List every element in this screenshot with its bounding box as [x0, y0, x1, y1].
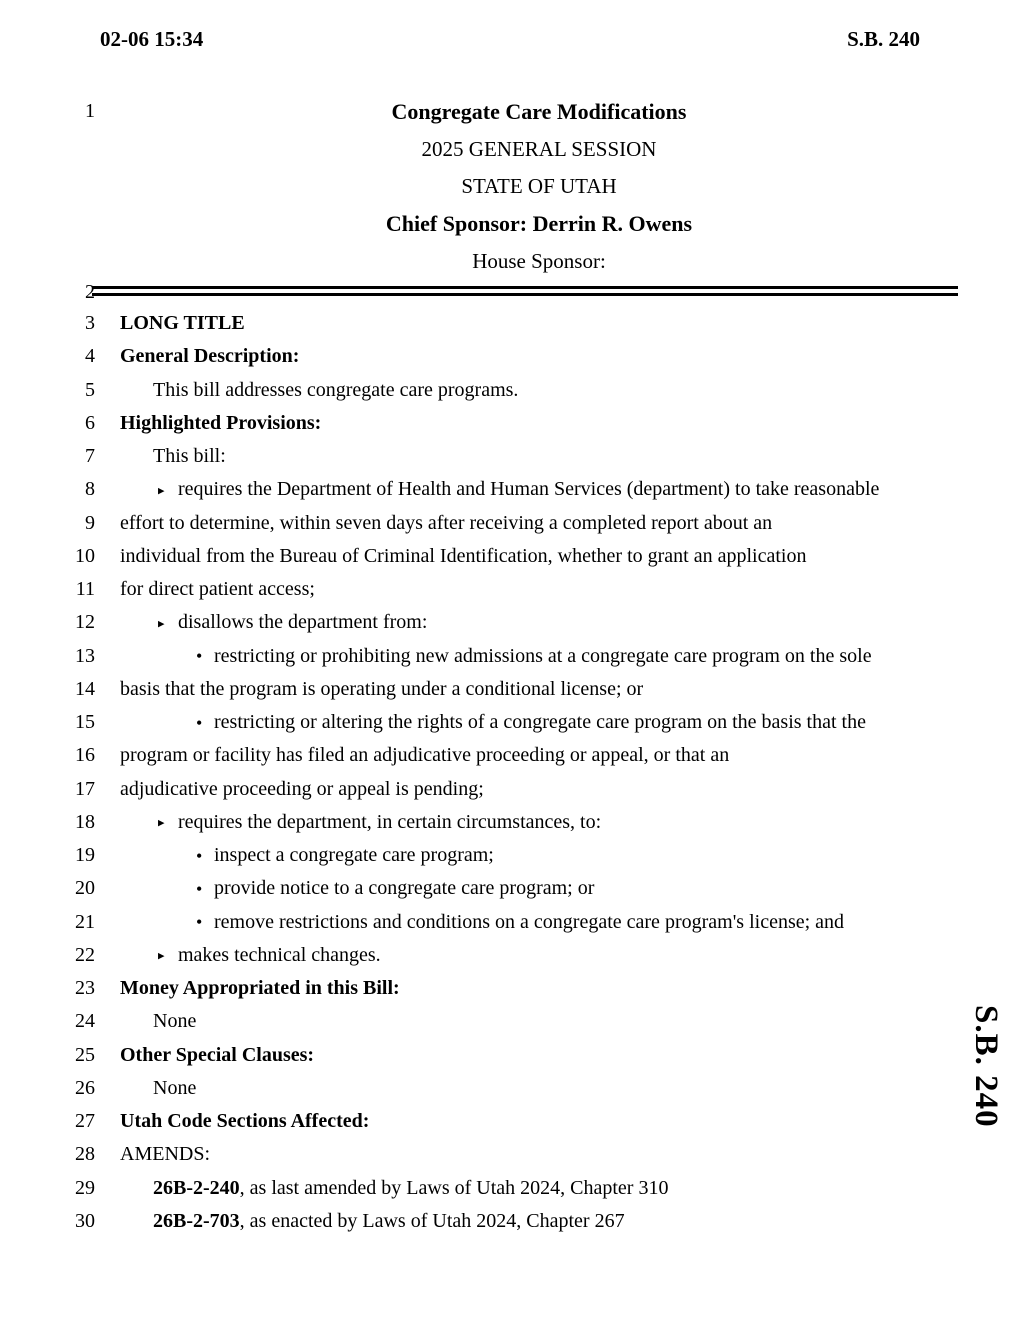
- title-line: Chief Sponsor: Derrin R. Owens: [385, 211, 693, 237]
- line-text: for direct patient access;: [120, 578, 315, 601]
- title-row: [0, 93, 1024, 131]
- line-text: program or facility has filed an adjudicative proceeding or appeal, or that an: [120, 744, 730, 767]
- line-content: [120, 379, 958, 402]
- line-content: [120, 944, 958, 967]
- line-number: 3: [85, 312, 95, 335]
- line-text: provide notice to a congregate care program; or: [214, 877, 595, 900]
- dot-bullet-icon: •: [196, 912, 203, 933]
- line-content: [120, 811, 958, 834]
- line-text: Other Special Clauses:: [120, 1043, 315, 1066]
- line-content: [120, 478, 958, 501]
- line-number: 12: [75, 611, 95, 634]
- vertical-bill-number: S.B. 240: [968, 1005, 1004, 1128]
- title-line: STATE OF UTAH: [461, 174, 617, 199]
- line-content: [120, 911, 958, 934]
- line-number: 4: [85, 345, 95, 368]
- line-row: [0, 340, 1024, 373]
- line-text: makes technical changes.: [178, 943, 381, 966]
- line-row: [0, 839, 1024, 872]
- line-number: 2: [85, 281, 95, 303]
- dot-bullet-icon: •: [196, 712, 203, 733]
- line-number: 18: [75, 810, 95, 833]
- line-content: [120, 744, 958, 767]
- line-row: [0, 1039, 1024, 1072]
- line-text: General Description:: [120, 345, 300, 368]
- line-number: 30: [75, 1209, 95, 1232]
- line-content: [120, 711, 958, 734]
- line-content: [120, 1010, 958, 1033]
- line-content: [120, 512, 958, 535]
- line-text: restricting or prohibiting new admissions at a congregate care program on the sole: [214, 644, 872, 667]
- line-text: 26B-2-240, as last amended by Laws of Utah 2024, Chapter 310: [153, 1176, 669, 1199]
- line-text: None: [153, 1076, 197, 1099]
- title-line: Congregate Care Modifications: [391, 98, 687, 124]
- line-number: 13: [75, 644, 95, 667]
- line-row: [0, 1072, 1024, 1105]
- line-text: individual from the Bureau of Criminal Identification, whether to grant an application: [120, 544, 807, 567]
- line-row: [0, 473, 1024, 506]
- line-text: This bill addresses congregate care programs.: [153, 378, 519, 401]
- line-row: [0, 706, 1024, 739]
- line-text: disallows the department from:: [178, 611, 428, 634]
- line-number: 29: [75, 1176, 95, 1199]
- dot-bullet-icon: •: [196, 845, 203, 866]
- line-row: [0, 540, 1024, 573]
- line-content: [120, 545, 958, 568]
- line-row: [0, 872, 1024, 905]
- line-content: [120, 778, 958, 801]
- line-text: requires the department, in certain circumstances, to:: [178, 810, 602, 833]
- line-row: [0, 972, 1024, 1005]
- triangle-bullet-icon: ▸: [158, 814, 165, 830]
- title-line: House Sponsor:: [472, 249, 606, 274]
- line-row: [0, 906, 1024, 939]
- line-content: [120, 645, 958, 668]
- line-row: [0, 1005, 1024, 1038]
- line-number: 9: [85, 511, 95, 534]
- title-block: [0, 93, 1024, 281]
- line-content: [120, 1177, 958, 1200]
- line-number: 27: [75, 1110, 95, 1133]
- line-row: [0, 606, 1024, 639]
- line-number: 1: [85, 100, 95, 123]
- line-number: 26: [75, 1076, 95, 1099]
- line-content: [120, 445, 958, 468]
- line-number: 23: [75, 977, 95, 1000]
- divider-row: [0, 281, 1024, 303]
- line-text: inspect a congregate care program;: [214, 844, 494, 867]
- line-number: 22: [75, 943, 95, 966]
- line-text: restricting or altering the rights of a congregate care program on the basis that the: [214, 711, 866, 734]
- line-content: [120, 1110, 958, 1133]
- line-row: [0, 939, 1024, 972]
- line-number: 21: [75, 910, 95, 933]
- line-text: requires the Department of Health and Human Services (department) to take reasonable: [178, 478, 880, 501]
- line-number: 6: [85, 411, 95, 434]
- line-content: [120, 678, 958, 701]
- line-number: 8: [85, 478, 95, 501]
- line-row: [0, 673, 1024, 706]
- line-content: [120, 1044, 958, 1067]
- line-content: [120, 345, 958, 368]
- line-row: [0, 1138, 1024, 1171]
- header-timestamp: 02-06 15:34: [100, 27, 204, 51]
- line-text: Highlighted Provisions:: [120, 411, 322, 434]
- line-number: 7: [85, 445, 95, 468]
- line-text: This bill:: [153, 445, 226, 468]
- line-row: [0, 773, 1024, 806]
- triangle-bullet-icon: ▸: [158, 482, 165, 498]
- line-text: LONG TITLE: [120, 312, 245, 335]
- line-number: 19: [75, 844, 95, 867]
- line-text: 26B-2-703, as enacted by Laws of Utah 2024, Chapter 267: [153, 1209, 625, 1232]
- title-row: [0, 206, 1024, 244]
- line-content: [120, 1077, 958, 1100]
- line-number: 10: [75, 544, 95, 567]
- line-row: [0, 739, 1024, 772]
- triangle-bullet-icon: ▸: [158, 947, 165, 963]
- line-number: 14: [75, 677, 95, 700]
- line-content: [120, 312, 958, 335]
- line-text: AMENDS:: [120, 1143, 211, 1166]
- line-number: 11: [75, 578, 95, 601]
- line-text: adjudicative proceeding or appeal is pending;: [120, 777, 484, 800]
- title-row: [0, 243, 1024, 281]
- line-row: [0, 374, 1024, 407]
- line-content: [120, 977, 958, 1000]
- line-content: [120, 877, 958, 900]
- line-number: 17: [75, 777, 95, 800]
- line-row: [0, 1172, 1024, 1205]
- body-lines: [0, 307, 1024, 1238]
- line-text: None: [153, 1010, 197, 1033]
- line-number: 20: [75, 877, 95, 900]
- line-text: Utah Code Sections Affected:: [120, 1110, 370, 1133]
- line-text: remove restrictions and conditions on a congregate care program's license; and: [214, 910, 845, 933]
- line-number: 16: [75, 744, 95, 767]
- dot-bullet-icon: •: [196, 646, 203, 667]
- header-bill-number: S.B. 240: [847, 27, 920, 51]
- line-row: [0, 407, 1024, 440]
- line-content: [120, 611, 958, 634]
- line-row: [0, 573, 1024, 606]
- line-content: [120, 844, 958, 867]
- title-line: 2025 GENERAL SESSION: [421, 136, 657, 161]
- dot-bullet-icon: •: [196, 878, 203, 899]
- line-text: Money Appropriated in this Bill:: [120, 977, 400, 1000]
- line-number: 15: [75, 711, 95, 734]
- line-number: 28: [75, 1143, 95, 1166]
- line-number: 5: [85, 378, 95, 401]
- line-row: [0, 1205, 1024, 1238]
- line-content: [120, 1143, 958, 1166]
- line-row: [0, 440, 1024, 473]
- line-text: basis that the program is operating under a conditional license; or: [120, 677, 644, 700]
- line-content: [120, 578, 958, 601]
- line-row: [0, 1105, 1024, 1138]
- line-row: [0, 640, 1024, 673]
- line-number: 25: [75, 1043, 95, 1066]
- title-row: [0, 168, 1024, 206]
- line-row: [0, 806, 1024, 839]
- line-content: [120, 412, 958, 435]
- line-text: effort to determine, within seven days after receiving a completed report about an: [120, 511, 773, 534]
- triangle-bullet-icon: ▸: [158, 615, 165, 631]
- line-row: [0, 307, 1024, 340]
- title-row: [0, 131, 1024, 169]
- double-rule-divider: [92, 286, 958, 296]
- line-content: [120, 1210, 958, 1233]
- line-row: [0, 507, 1024, 540]
- line-number: 24: [75, 1010, 95, 1033]
